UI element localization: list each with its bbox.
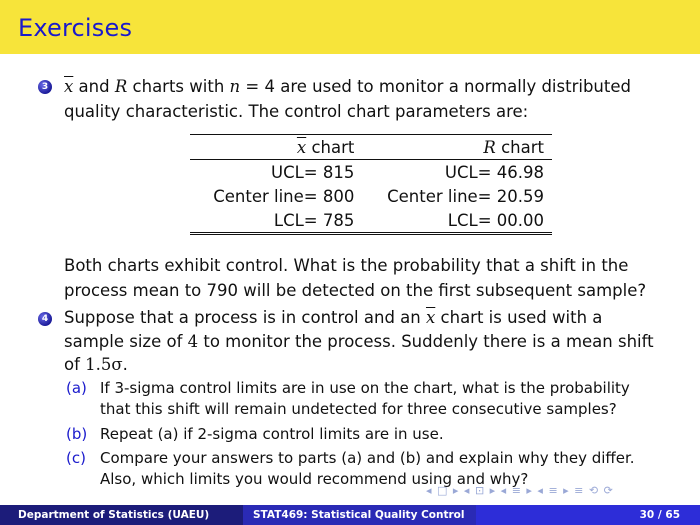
xbar-symbol: $\overline{x}$ xyxy=(425,308,436,327)
slide-title: Exercises xyxy=(18,14,133,42)
sub-item-label: (c) xyxy=(66,449,86,467)
item-3-question-line-2: process mean to 790 will be detected on the first subsequent sample? xyxy=(64,281,647,300)
control-chart-parameters-table xyxy=(190,134,552,235)
footer-course: STAT469: Statistical Quality Control xyxy=(243,505,476,525)
r-chart-header: R chart xyxy=(362,135,552,160)
footer-page-number: 30 / 65 xyxy=(476,505,700,525)
sub-item-label: (b) xyxy=(66,425,88,443)
xbar-chart-header: $\overline{x}$ chart xyxy=(190,135,362,160)
table-cell: UCL= 46.98 xyxy=(444,162,544,182)
table-row xyxy=(190,184,552,208)
table-cell: LCL= 785 xyxy=(190,208,362,234)
table-row xyxy=(190,160,552,185)
item-4-line-2: sample size of 4 to monitor the process. Suddenly there is a mean shift xyxy=(64,332,654,351)
item-4-line-1: Suppose that a process is in control and an $\overline{x}$ chart is used with a xyxy=(64,308,603,327)
beamer-navigation-icons[interactable]: ◂ □ ▸ ◂ ⊡ ▸ ◂ ≡ ▸ ◂ ≡ ▸ ≡ ⟲ ⟳ xyxy=(426,484,614,497)
footer xyxy=(0,505,700,525)
table-row xyxy=(190,208,552,234)
item-3-bullet: 3 xyxy=(38,80,52,94)
table-cell: Center line= 20.59 xyxy=(387,186,544,206)
sub-item-label: (a) xyxy=(66,379,87,397)
slide-content: 3 $\overline{x}$ and R charts with n = 4 are used to monitor a normally distributed quality characteristic. The control chart parameters are: $\overline{x}$ chart R chart UCL= 815 UCL= 46.98 Center line= 800 Center line= 20.59 LCL= 785 LCL= 00.00 Both charts exhibit control. What is the probability that a shift in the process mean to 790 will be detected on the first subsequent sample? 4 Suppose that a process is in control and an $\overline{x}$ chart is used with a sample size of 4 to monitor the process. Suddenly there is a mean shift of 1.5σ. (a) If 3-sigma control limits are in use on the chart, what is the probability that this shift will remain undetected for three consecutive samples? (b) Repeat (a) if 2-sigma control limits are in use. (c) Compare your answers to parts (a) and (b) and explain why they differ. Also, which limits you would recommend using and why? ◂ □ ▸ ◂ ⊡ ▸ ◂ ≡ ▸ ◂ ≡ ▸ ≡ ⟲ ⟳ xyxy=(0,0,700,500)
table-header-row xyxy=(190,135,552,160)
item-4-bullet: 4 xyxy=(38,312,52,326)
item-3-question-line-1: Both charts exhibit control. What is the probability that a shift in the xyxy=(64,256,629,275)
item-4-line-3: of 1.5σ. xyxy=(64,355,128,374)
xbar-symbol: $\overline{x}$ xyxy=(64,77,74,96)
table-cell: Center line= 800 xyxy=(213,186,355,206)
item-3-line-1: $\overline{x}$ and R charts with n = 4 are used to monitor a normally distributed xyxy=(64,77,631,96)
footer-department: Department of Statistics (UAEU) xyxy=(0,505,243,525)
table-cell: UCL= 815 xyxy=(271,162,355,182)
table-cell: LCL= 00.00 xyxy=(362,208,552,234)
item-3-line-2: quality characteristic. The control chart parameters are: xyxy=(64,102,529,121)
